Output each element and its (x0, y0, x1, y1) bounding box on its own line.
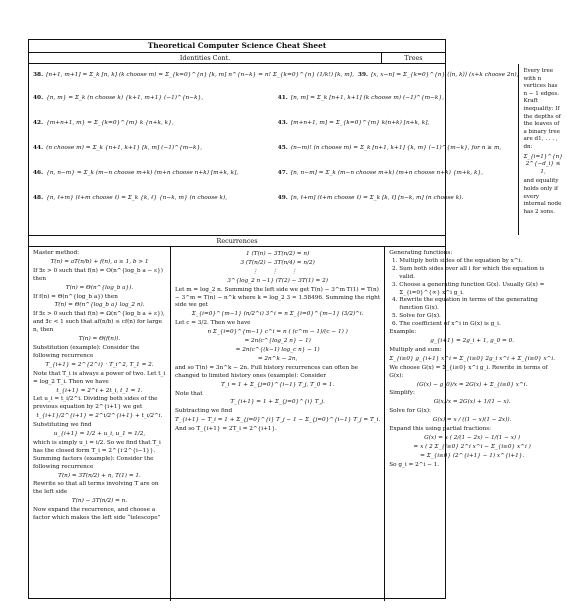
identity-number: 42. (33, 119, 44, 126)
list-item: 1. Multiply both sides of the equation by x^i. (399, 258, 555, 266)
paragraph: Let m = log_2 n. Summing the left side we get T(n) − 3^m T(1) = T(n) − 3^m = T(n) − n^k where k = log_2 3 ≈ 1.58496. Summing the right side we get (175, 286, 381, 309)
identities-section (29, 64, 563, 236)
paragraph: which is simply u_i = i/2. So we find that T_i has the closed form T_i = 2^{i·2^{i−1}}. Summing factors (example): Consider the following recurrence (33, 439, 161, 470)
equation: Σ_{i≥0} g_{i+1} x^i = Σ_{i≥0} 2g_i x^i + Σ_{i≥0} x^i. (389, 355, 556, 362)
equation: 3^{log_2 n −1} (T(2) − 3T(1) = 2) (227, 277, 328, 284)
list-item: 3. Choose a generating function G(x). Usually G(x) = Σ_{i=0}^{∞} x^i g_i. (399, 282, 555, 298)
identity-formula: {m+n+1, m} = Σ_{k=0}^{m} k {n+k, k}, (46, 119, 174, 126)
identity-formula: [m+n+1, m] = Σ_{k=0}^{m} k(n+k) [n+k, k], (290, 119, 430, 126)
identity-row (29, 160, 518, 185)
paragraph: Example: (389, 329, 417, 336)
equation: (G(x) − g_0)/x = 2G(x) + Σ_{i≥0} x^i. (416, 381, 528, 388)
list-item: 6. The coefficient of x^i in G(x) is g_i. (399, 321, 555, 329)
equation: g_{i+1} = 2g_i + 1, g_0 = 0. (430, 337, 515, 344)
identity-formula: [n+1, m+1] = Σ_k [n, k] (k choose m) = Σ_{k=0}^{n} [k, m] n^{n−k} = n! Σ_{k=0}^{n} (1/k!) [k, m], (46, 71, 354, 78)
section-header-row (29, 53, 445, 64)
identity-row (29, 185, 518, 210)
identity-row (29, 64, 518, 85)
paragraph: Simplify: (389, 390, 415, 397)
identity-number: 38. (33, 71, 44, 78)
identity-number: 46. (33, 169, 44, 176)
identity-formula: (n−m)! (n choose m) = Σ_k [n+1, k+1] {k, m} (−1)^{m−k}, for n ≥ m, (290, 144, 502, 151)
paragraph: If f(n) = Θ(n^{log_b a}) then (33, 293, 118, 300)
identity-formula: {n, n−m} = Σ_k (m−n choose m+k) (m+n choose n+k) [m+k, k], (46, 169, 239, 176)
identity-number: 43. (277, 119, 288, 126)
steps-list (389, 258, 555, 329)
summing-factors-column (171, 247, 385, 601)
paragraph: Let u_i = t_i/2^i. Dividing both sides of the previous equation by 2^{i+1} we get (33, 396, 158, 411)
equation: T(n) = Θ(f(n)). (78, 336, 121, 343)
equation: t_{i+1} = 2^i + 2t_i, t_1 = 1. (56, 387, 143, 394)
identity-formula: (n choose m) = Σ_k {n+1, k+1} [k, m] (−1)^{m−k}, (46, 144, 203, 151)
equation: G(x) = x / ((1 − x)(1 − 2x)). (432, 417, 512, 424)
identities-header: Identities Cont. (29, 53, 382, 63)
equation: = 2n(c^{log_2 n} − 1) (244, 338, 311, 345)
paragraph: Multiply and sum: (389, 346, 442, 353)
equation: T(n) = Θ(n^{log_b a}). (65, 284, 134, 291)
paragraph: Let c = 3/2. Then we have (175, 320, 251, 327)
identity-number: 39. (357, 71, 369, 78)
sheet-title: Theoretical Computer Science Cheat Sheet (29, 40, 445, 53)
paragraph: We choose G(x) = Σ_{i≥0} x^i g_i. Rewrite in terms of G(x): (389, 364, 548, 379)
list-item: 2. Sum both sides over all i for which the equation is valid. (399, 266, 555, 282)
identity-row (29, 110, 518, 135)
identity-formula: [n, n−m] = Σ_k (m−n choose m+k) (m+n choose n+k) {m+k, k}, (290, 169, 483, 176)
equation: G(x) = x ( 2/(1 − 2x) − 1/(1 − x) ) (424, 434, 521, 441)
equation: = Σ_{i≥0} (2^{i+1} − 1) x^{i+1}. (420, 452, 525, 459)
identity-number: 45. (277, 144, 288, 151)
paragraph: and so T(n) = 3n^k − 2n. Full history recurrences can often be changed to limited history ones (example): Consider (175, 364, 358, 379)
identity-number: 47. (277, 169, 288, 176)
identity-number: 40. (33, 94, 44, 101)
equation: T_{i+1} = 2^{2^i} · T_i^2, T_1 = 2. (45, 361, 154, 368)
kraft-text: Kraft inequality: If the depths of the leaves of a binary tree are d1, . . . , dn: (523, 98, 561, 150)
master-method-column (29, 247, 171, 601)
equation: T(n) = aT(n/b) + f(n), a ≥ 1, b > 1 (50, 258, 149, 265)
identity-number: 49. (277, 194, 288, 201)
identity-number: 48. (33, 194, 44, 201)
kraft-inequality: Σ_{i=1}^{n} 2^{−d_i} ≤ 1, (523, 153, 563, 175)
recurrences-header: Recurrences (29, 236, 445, 247)
paragraph: So g_i = 2^i − 1. (389, 461, 440, 468)
equation: T_i = 1 + Σ_{j=0}^{i−1} T_j, T_0 = 1. (221, 381, 335, 388)
equation: t_{i+1}/2^{i+1} = 2^i/2^{i+1} + t_i/2^i. (36, 413, 163, 420)
identity-formula: {n, m} = Σ_k (n choose k) {k+1, m+1} (−1)^{n−k}, (46, 94, 204, 101)
paragraph: If ∃ε > 0 such that f(n) = O(n^{log_b a − ε}) then (33, 267, 163, 282)
trees-header: Trees (404, 54, 423, 62)
identity-formula: {n, ℓ+m} (ℓ+m choose ℓ) = Σ_k {k, ℓ} {n−k, m} (n choose k), (46, 194, 228, 201)
equation: T(n) − 3T(n/2) = n. (71, 498, 128, 505)
paragraph: And so T_{i+1} = 2T_i = 2^{i+1}. (175, 426, 277, 433)
paragraph: Rewrite so that all terms involving T are on the left side (33, 481, 159, 496)
trees-edges-text: Every tree with n vertices has n − 1 edges. (523, 68, 560, 97)
paragraph: Note that (175, 390, 203, 397)
paragraph: Solve for G(x): (389, 408, 431, 415)
paragraph: Substitution (example): Consider the following recurrence (33, 344, 140, 359)
equation: n Σ_{i=0}^{m−1} c^i = n ( (c^m − 1)/(c − 1) ) (207, 329, 348, 336)
paragraph: Now expand the recurrence, and choose a factor which makes the left side “telescope” (33, 507, 161, 522)
paragraph: Subtracting we find (175, 408, 233, 415)
trees-panel (519, 64, 566, 235)
equation: Σ_{i=0}^{m−1} (n/2^i) 3^i = n Σ_{i=0}^{m−1} (3/2)^i. (191, 311, 364, 318)
generating-functions-column (385, 247, 559, 601)
equation: 1 (T(n) − 3T(n/2) = n) (246, 251, 310, 257)
equation: u_{i+1} = 1/2 + u_i, u_1 = 1/2, (53, 431, 146, 438)
kraft-equality-text: and equality holds only if every internal node has 2 sons. (523, 178, 562, 215)
identity-number: 44. (33, 144, 44, 151)
equation: T_{i+1} = 1 + Σ_{j=0}^{i} T_j. (230, 399, 325, 406)
cheat-sheet (28, 39, 563, 599)
identity-formula: [x, x−n] = Σ_{k=0}^{n} ⟨⟨n, k⟩⟩ (x+k choose 2n), (371, 71, 519, 78)
equation: = 2n^k − 2n, (257, 355, 298, 362)
vertical-ellipsis: ⋮ ⋮ ⋮ (252, 268, 303, 275)
equation: T(n) = Θ(n^{log_b a} log_2 n). (54, 302, 145, 309)
recurrences-section (29, 247, 556, 601)
equation: 3 (T(n/2) − 3T(n/4) = n/2) (240, 259, 315, 266)
identity-number: 41. (277, 94, 288, 101)
paragraph: Substituting we find (33, 422, 92, 429)
paragraph: Master method: (33, 250, 79, 256)
identities-grid (29, 64, 519, 235)
equation: = x ( 2 Σ_{i≥0} 2^i x^i − Σ_{i≥0} x^i ) (413, 443, 531, 450)
equation: G(x)/x = 2G(x) + 1/(1 − x). (433, 399, 511, 406)
paragraph: Note that T_i is always a power of two. Let t_i = log_2 T_i. Then we have (33, 370, 166, 385)
paragraph: Expand this using partial fractions: (389, 426, 492, 433)
identity-row (29, 85, 518, 110)
list-item: 4. Rewrite the equation in terms of the generating function G(x). (399, 297, 555, 313)
paragraph: Generating functions: (389, 250, 453, 256)
equation: = 2n(c^{(k−1) log_c n} − 1) (235, 346, 320, 353)
paragraph: If ∃ε > 0 such that f(n) = Ω(n^{log_b a + ε}), and ∃c < 1 such that af(n/b) ≤ cf(n) for large n, then (33, 311, 165, 334)
list-item: 5. Solve for G(x). (399, 313, 555, 321)
equation: T(n) = 3T(n/2) + n, T(1) = 1. (58, 472, 141, 479)
identity-row (29, 135, 518, 160)
equation: T_{i+1} − T_i = 1 + Σ_{j=0}^{i} T_j − 1 − Σ_{j=0}^{i−1} T_j = T_i. (175, 417, 381, 424)
identity-formula: [n, ℓ+m] (ℓ+m choose ℓ) = Σ_k [k, ℓ] [n−k, m] (n choose k). (290, 194, 464, 201)
identity-formula: [n, m] = Σ_k [n+1, k+1] (k choose m) (−1)^{m−k}, (290, 94, 444, 101)
